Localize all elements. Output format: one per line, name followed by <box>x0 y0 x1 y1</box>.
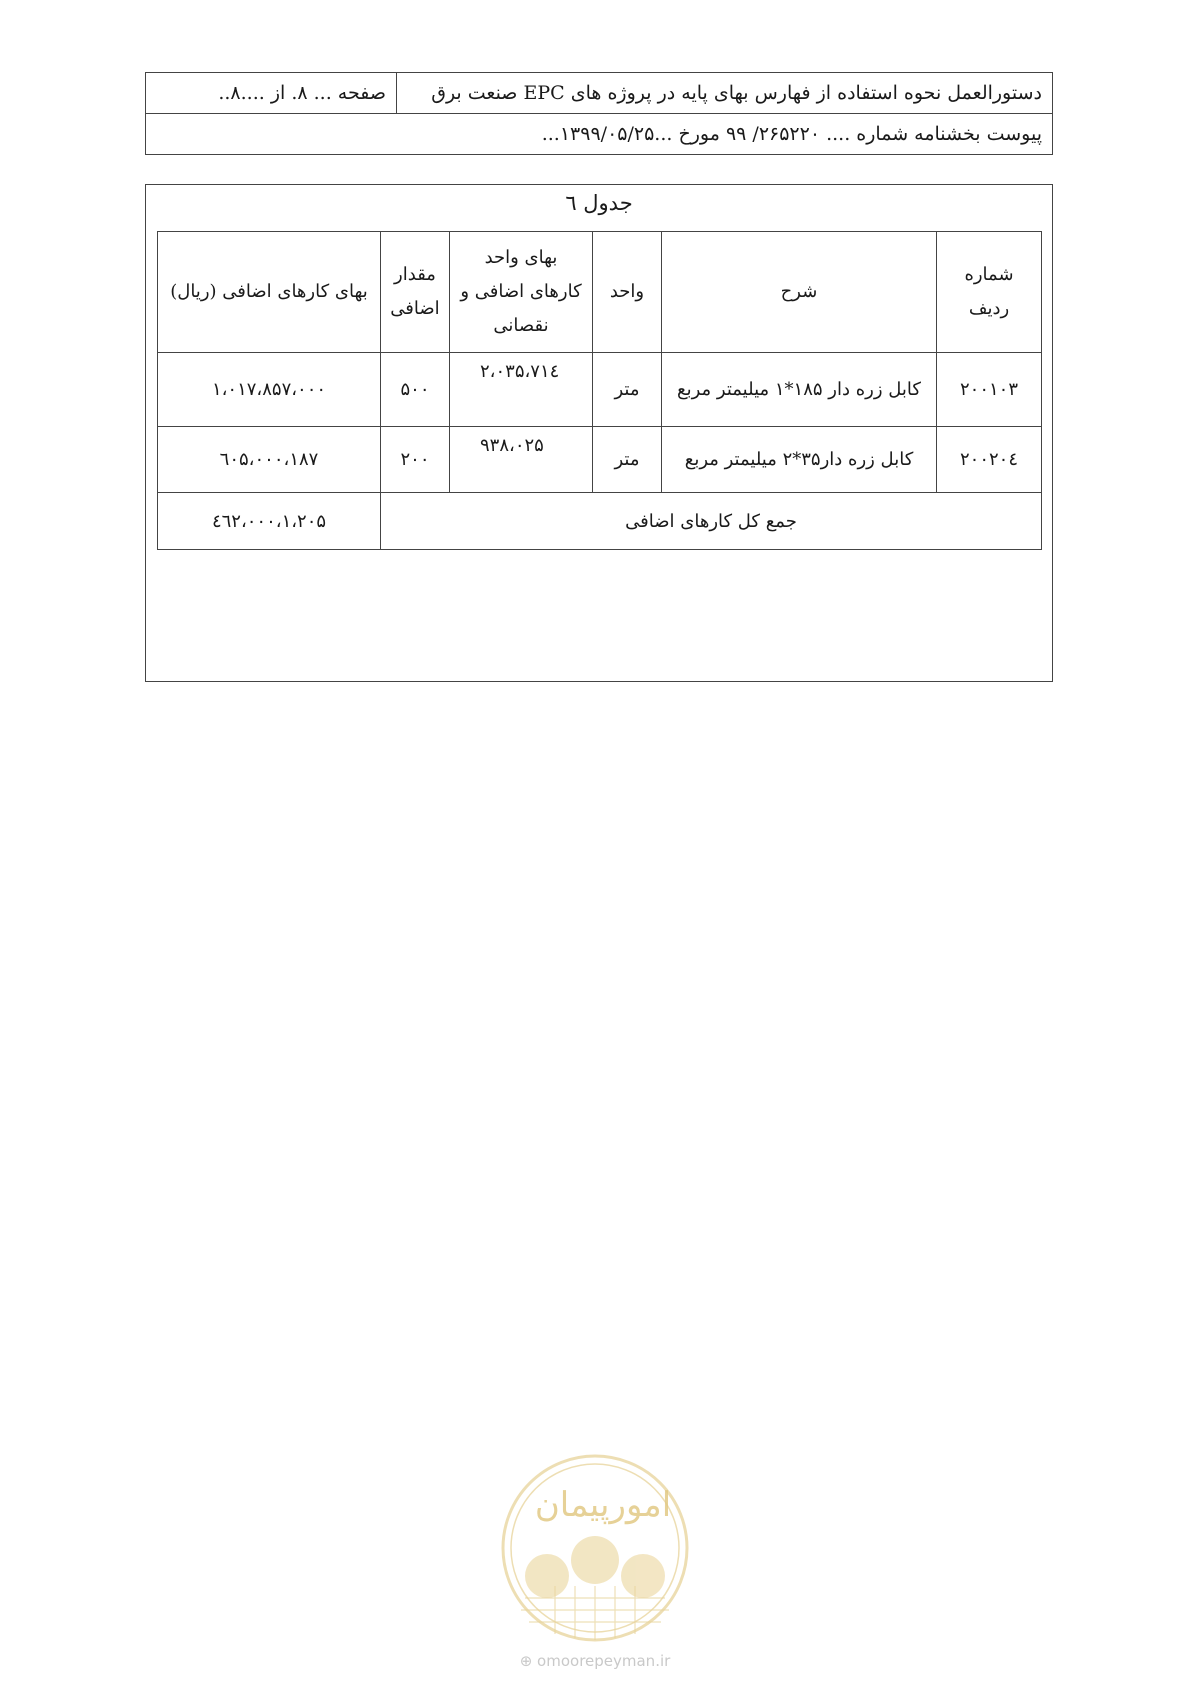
document-title: دستورالعمل نحوه استفاده از فهارس بهای پایه در پروژه های EPC صنعت برق <box>397 73 1053 114</box>
table-row <box>158 353 1042 427</box>
table-caption: جدول ٦ <box>565 191 633 215</box>
table-header-row <box>158 232 1042 353</box>
cell-quantity: ۲۰۰ <box>381 427 450 493</box>
watermark-url-text: omoorepeyman.ir <box>537 1652 671 1670</box>
cell-unit: متر <box>593 353 662 427</box>
watermark-url <box>490 1652 700 1670</box>
header-quantity: مقدار اضافی <box>381 232 450 353</box>
cell-row-number: ۲۰۰۲۰٤ <box>937 427 1042 493</box>
header-row-number: شماره ردیف <box>937 232 1042 353</box>
table-row <box>158 427 1042 493</box>
cell-quantity: ۵۰۰ <box>381 353 450 427</box>
extra-works-table <box>157 231 1042 550</box>
cell-total: ۱،۰۱۷،۸۵۷،۰۰۰ <box>158 353 381 427</box>
page-number: صفحه ... ۸. از ....۸.. <box>146 73 397 114</box>
cell-unit-price: ۲،۰۳۵،۷۱٤ <box>450 353 593 427</box>
cell-total: ۱۸۷،٦۰۵،۰۰۰ <box>158 427 381 493</box>
header-unit: واحد <box>593 232 662 353</box>
header-description: شرح <box>662 232 937 353</box>
omoorepeyman-logo <box>495 1448 695 1648</box>
table-6-container <box>145 184 1053 682</box>
document-header <box>145 72 1053 155</box>
cell-unit-price: ۹۳۸،۰۲۵ <box>450 427 593 493</box>
logo-lettering: امورپیمان <box>534 1485 672 1525</box>
sum-label: جمع کل کارهای اضافی <box>381 493 1042 550</box>
attachment-reference: پیوست بخشنامه شماره .... ۲۶۵۲۲۰/ ۹۹ مورخ ...۱۳۹۹/۰۵/۲۵... <box>146 114 1053 155</box>
cell-description: کابل زره دار۳۵*۲ میلیمتر مربع <box>662 427 937 493</box>
cell-description: کابل زره دار ۱۸۵*۱ میلیمتر مربع <box>662 353 937 427</box>
globe-icon: ⊕ <box>519 1652 533 1670</box>
cell-unit: متر <box>593 427 662 493</box>
cell-row-number: ۲۰۰۱۰۳ <box>937 353 1042 427</box>
header-unit-price: بهای واحد کارهای اضافی و نقصانی <box>450 232 593 353</box>
table-total-row <box>158 493 1042 550</box>
header-total: بهای کارهای اضافی (ریال) <box>158 232 381 353</box>
sum-value: ۱،۲۰۵،٤٦۲،۰۰۰ <box>158 493 381 550</box>
